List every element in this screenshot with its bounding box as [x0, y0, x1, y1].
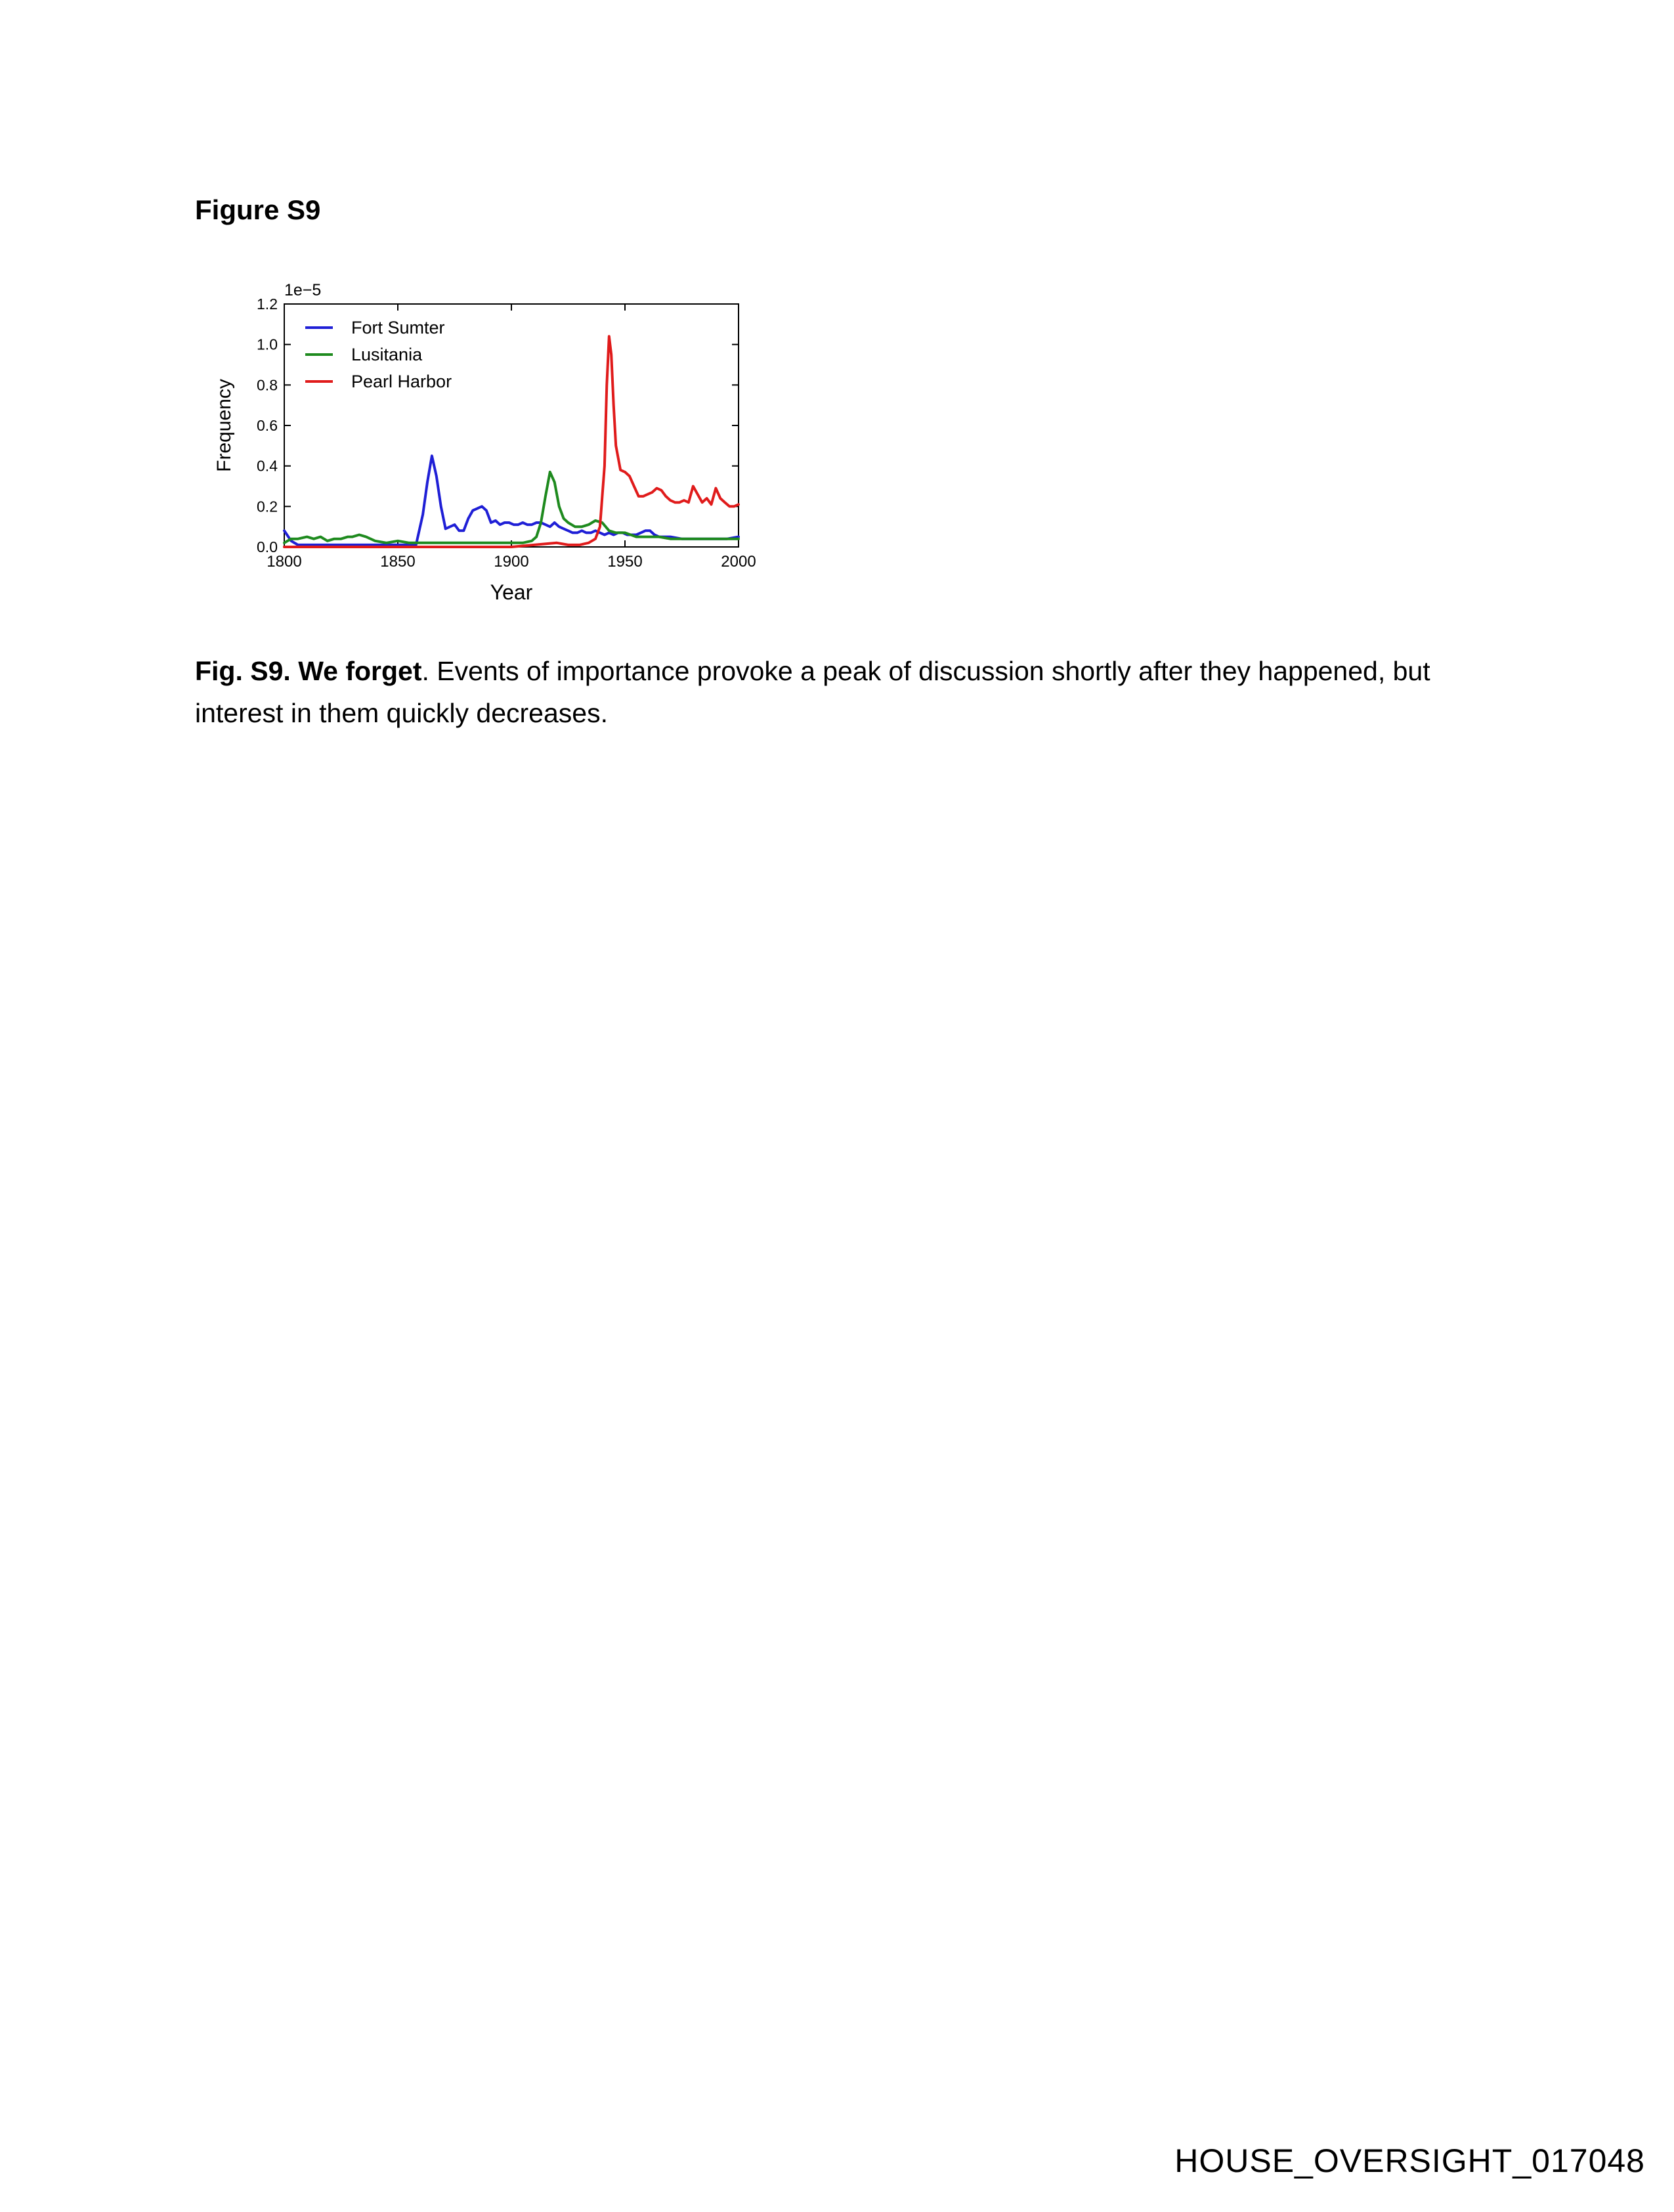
caption-text: . Events of importance provoke a peak of discussion shortly after they happened, but interest in them quickly decreases.	[195, 656, 1430, 728]
y-tick-label: 1.0	[257, 336, 278, 353]
y-tick-label: 0.4	[257, 457, 278, 475]
x-tick-label: 1900	[494, 553, 529, 571]
y-axis-label: Frequency	[213, 379, 235, 472]
legend-label-pearl-harbor: Pearl Harbor	[351, 372, 452, 391]
y-tick-label: 0.8	[257, 376, 278, 394]
x-axis-label: Year	[490, 580, 533, 604]
legend-label-fort-sumter: Fort Sumter	[351, 318, 445, 337]
caption-label: Fig. S9. We forget	[195, 656, 422, 686]
x-tick-label: 2000	[721, 553, 756, 571]
document-id: HOUSE_OVERSIGHT_017048	[1174, 2142, 1645, 2179]
y-tick-label: 0.0	[257, 538, 278, 555]
y-tick-label: 0.2	[257, 498, 278, 515]
plot-frame	[284, 304, 739, 547]
figure-heading: Figure S9	[195, 194, 321, 225]
figure-caption	[195, 650, 1495, 734]
y-tick-label: 0.6	[257, 417, 278, 434]
y-scale-label: 1e−5	[284, 281, 322, 299]
x-tick-label: 1850	[380, 553, 416, 571]
legend-label-lusitania: Lusitania	[351, 345, 423, 364]
y-tick-label: 1.2	[257, 295, 278, 313]
x-tick-label: 1800	[267, 553, 302, 571]
x-tick-label: 1950	[607, 553, 643, 571]
frequency-line-chart	[195, 263, 773, 630]
